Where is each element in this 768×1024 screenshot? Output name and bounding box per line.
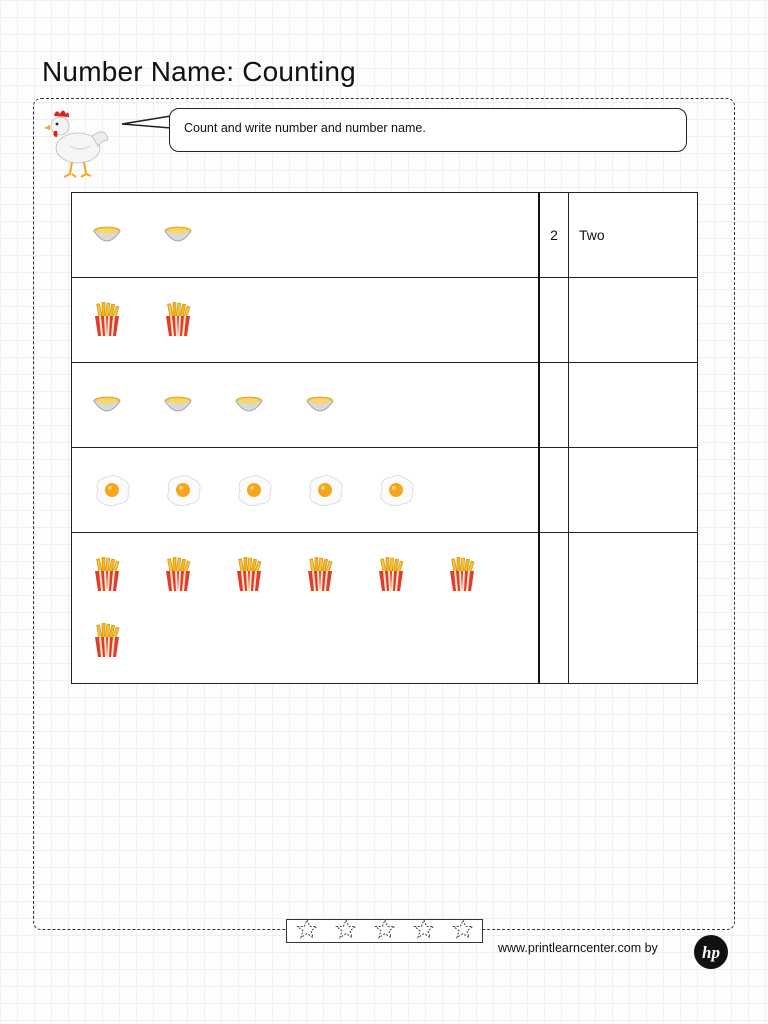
bowl-icon xyxy=(163,372,234,438)
bowl-icon xyxy=(234,372,305,438)
number-name-answer-field[interactable] xyxy=(569,363,698,448)
table-row xyxy=(72,363,698,448)
bowl-icon xyxy=(92,202,163,268)
star-icon[interactable] xyxy=(296,919,318,944)
star-icon[interactable] xyxy=(335,919,357,944)
picture-cell xyxy=(72,533,540,684)
table-row xyxy=(72,448,698,533)
picture-cell xyxy=(72,363,540,448)
number-name-answer-field[interactable]: Two xyxy=(569,193,698,278)
number-name-answer-field[interactable] xyxy=(569,448,698,533)
number-name-answer-field[interactable] xyxy=(569,278,698,363)
fries-icon xyxy=(376,542,447,608)
table-row xyxy=(72,533,698,684)
counting-table xyxy=(71,192,698,684)
instruction-bubble xyxy=(169,108,687,152)
fried-egg-icon xyxy=(234,457,305,523)
number-answer-field[interactable] xyxy=(539,278,569,363)
hen-icon xyxy=(42,106,112,180)
number-answer-field[interactable] xyxy=(539,363,569,448)
bowl-icon xyxy=(163,202,234,268)
footer-url[interactable]: www.printlearncenter.com by xyxy=(498,941,658,955)
number-name-answer-field[interactable] xyxy=(569,533,698,684)
number-answer-field[interactable] xyxy=(539,533,569,684)
star-icon[interactable] xyxy=(452,919,474,944)
star-icon[interactable] xyxy=(413,919,435,944)
fries-icon xyxy=(163,542,234,608)
fries-icon xyxy=(447,542,518,608)
fried-egg-icon xyxy=(92,457,163,523)
svg-text:hp: hp xyxy=(702,943,720,962)
table-row xyxy=(72,193,698,278)
hp-logo-icon xyxy=(693,934,729,970)
picture-cell xyxy=(72,448,540,533)
star-icon[interactable] xyxy=(374,919,396,944)
table-row xyxy=(72,278,698,363)
fries-icon xyxy=(163,287,234,353)
fried-egg-icon xyxy=(376,457,447,523)
fries-icon xyxy=(92,608,163,674)
bowl-icon xyxy=(305,372,376,438)
speech-bubble-tail xyxy=(120,114,172,136)
picture-cell xyxy=(72,278,540,363)
fried-egg-icon xyxy=(163,457,234,523)
number-answer-field[interactable] xyxy=(539,448,569,533)
rating-stars[interactable] xyxy=(286,919,483,943)
picture-cell xyxy=(72,193,540,278)
bowl-icon xyxy=(92,372,163,438)
fries-icon xyxy=(92,287,163,353)
number-answer-field[interactable]: 2 xyxy=(539,193,569,278)
page-title: Number Name: Counting xyxy=(42,56,356,87)
fries-icon xyxy=(92,542,163,608)
fries-icon xyxy=(234,542,305,608)
fried-egg-icon xyxy=(305,457,376,523)
fries-icon xyxy=(305,542,376,608)
instruction-text: Count and write number and number name. xyxy=(184,121,426,135)
